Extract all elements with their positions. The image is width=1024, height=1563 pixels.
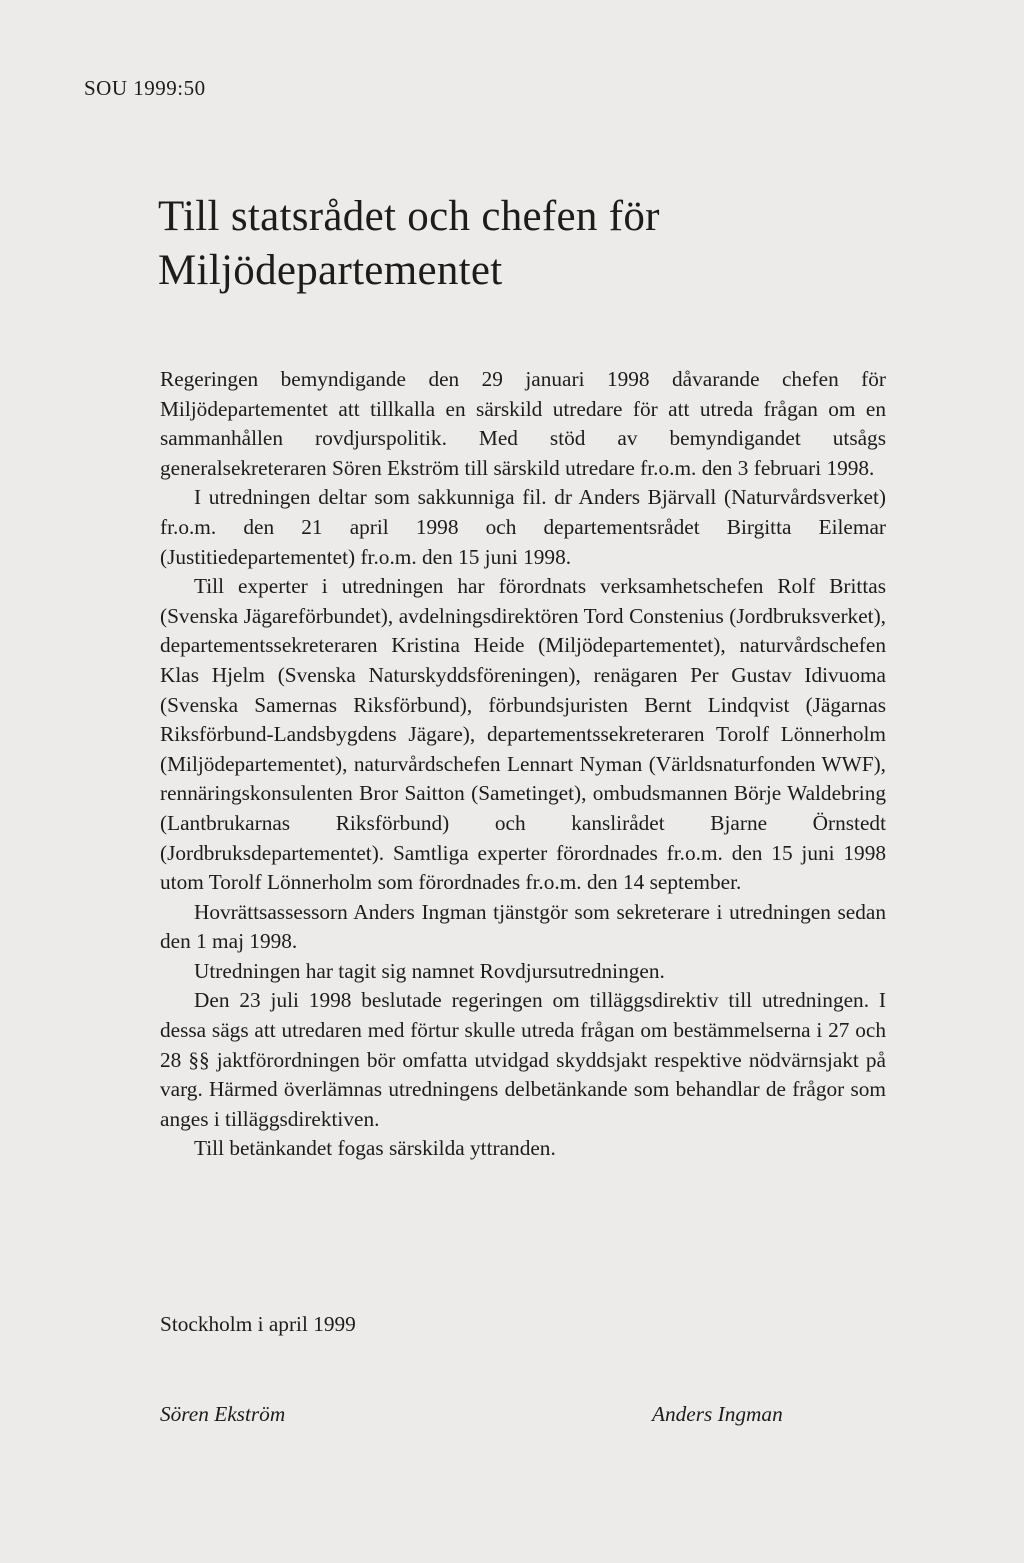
paragraph-inquiry-name: Utredningen har tagit sig namnet Rovdjursutredningen.	[194, 958, 665, 983]
letter-body	[160, 365, 886, 1164]
place-and-date: Stockholm i april 1999	[160, 1312, 356, 1336]
paragraph-experts: Till experter i utredningen har förordnats verksamhetschefen Rolf Brittas (Svenska Jägareförbundet), avdelningsdirektören Tord Constenius (Jordbruksverket), departementssekreteraren Kristina Heide (Miljödepartementet), naturvårdschefen Klas Hjelm (Svenska Naturskyddsföreningen), renägaren Per Gustav Idivuoma (Svenska Samernas Riksförbund), förbundsjuristen Bernt Lindqvist (Jägarnas Riksförbund-Landsbygdens Jägare), departementssekreteraren Torolf Lönnerholm (Miljödepartementet), naturvårdschefen Lennart Nyman (Världsnaturfonden WWF), rennäringskonsulenten Bror Saitton (Sametinget), ombudsmannen Börje Waldebring (Lantbrukarnas Riksförbund) och kanslirådet Bjarne Örnstedt (Jordbruksdepartementet). Samtliga experter förordnades fr.o.m. den 15 juni 1998 utom Torolf Lönnerholm som förordnades fr.o.m. den 14 september.	[160, 574, 886, 895]
title-line-1: Till statsrådet och chefen för	[158, 193, 660, 240]
paragraph-secretary: Hovrättsassessorn Anders Ingman tjänstgör som sekreterare i utredningen sedan den 1 maj 1998.	[160, 899, 886, 954]
paragraph-statements: Till betänkandet fogas särskilda yttranden.	[194, 1136, 556, 1161]
signatory-right: Anders Ingman	[652, 1402, 783, 1426]
paragraph-experts-advisory: I utredningen deltar som sakkunniga fil. dr Anders Bjärvall (Naturvårdsverket) fr.o.m. den 21 april 1998 och departementsrådet Birgitta Eilemar (Justitiedepartementet) fr.o.m. den 15 juni 1998.	[160, 485, 886, 569]
paragraph-appointment: Regeringen bemyndigande den 29 januari 1998 dåvarande chefen för Miljödepartementet att tillkalla en särskild utredare för att utreda frågan om en sammanhållen rovdjurspolitik. Med stöd av bemyndigandet utsågs generalsekreteraren Sören Ekström till särskild utredare fr.o.m. den 3 februari 1998.	[160, 367, 886, 480]
paragraph-additional-directives: Den 23 juli 1998 beslutade regeringen om tilläggsdirektiv till utredningen. I dessa sägs att utredaren med förtur skulle utreda frågan om bestämmelserna i 27 och 28 §§ jaktförordningen bör omfatta utvidgad skyddsjakt respektive nödvärnsjakt på varg. Härmed överlämnas utredningens delbetänkande som behandlar de frågor som anges i tilläggsdirektiven.	[160, 988, 886, 1131]
title-line-2: Miljödepartementet	[158, 247, 503, 294]
page-title	[158, 190, 660, 298]
report-series-number: SOU 1999:50	[84, 76, 206, 100]
signatory-left: Sören Ekström	[160, 1402, 286, 1426]
